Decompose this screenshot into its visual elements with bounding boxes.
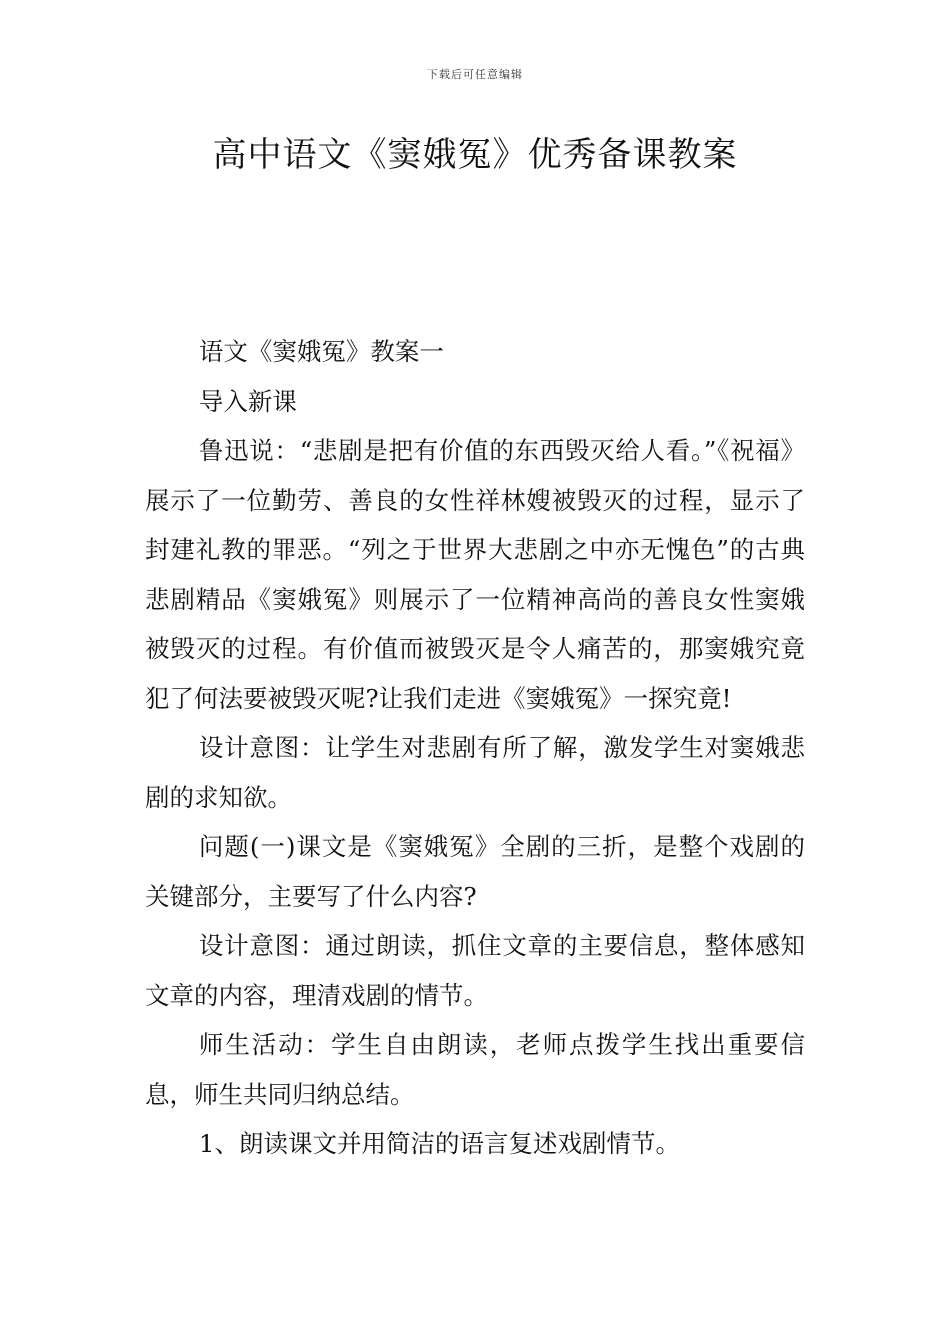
body-paragraph: 鲁迅说：“悲剧是把有价值的东西毁灭给人看。”《祝福》展示了一位勤劳、善良的女性祥林嫂被毁灭的过程，显示了封建礼教的罪恶。“列之于世界大悲剧之中亦无愧色”的古典悲剧精品《窦娥冤》则展示了一位精神高尚的善良女性窦娥被毁灭的过程。有价值而被毁灭是令人痛苦的，那窦娥究竟犯了何法要被毁灭呢?让我们走进《窦娥冤》一探究竟! xyxy=(145,436,805,713)
body-paragraph: 设计意图：通过朗读，抓住文章的主要信息，整体感知文章的内容，理清戏剧的情节。 xyxy=(145,931,805,1010)
header-note: 下载后可任意编辑 xyxy=(427,68,523,81)
document-title: 高中语文《窦娥冤》优秀备课教案 xyxy=(212,135,738,175)
subsection-heading: 导入新课 xyxy=(198,386,297,416)
body-paragraph: 1、朗读课文并用简洁的语言复述戏剧情节。 xyxy=(198,1129,680,1158)
section-heading: 语文《窦娥冤》教案一 xyxy=(198,337,444,366)
body-paragraph: 问题(一)课文是《窦娥冤》全剧的三折，是整个戏剧的关键部分，主要写了什么内容? xyxy=(145,832,805,911)
body-paragraph: 师生活动：学生自由朗读，老师点拨学生找出重要信息，师生共同归纳总结。 xyxy=(145,1030,805,1109)
body-paragraph: 设计意图：让学生对悲剧有所了解，激发学生对窦娥悲剧的求知欲。 xyxy=(145,733,805,812)
document-body xyxy=(145,327,805,1169)
